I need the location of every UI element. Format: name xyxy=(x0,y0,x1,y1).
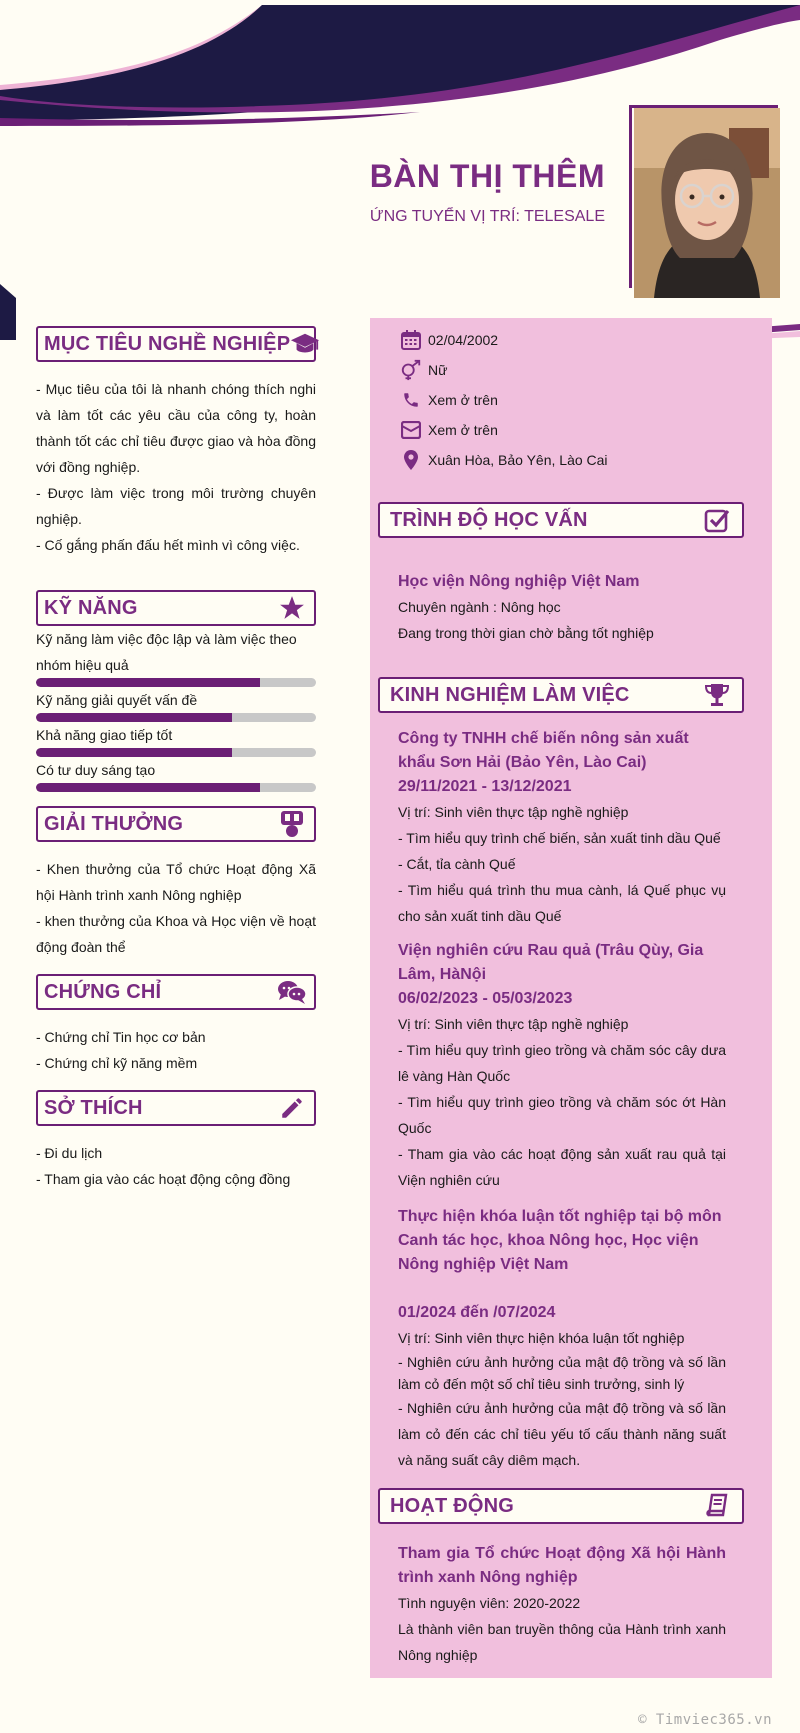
activities-title: HOẠT ĐỘNG xyxy=(390,1494,515,1517)
skill-label: Có tư duy sáng tạo xyxy=(36,762,156,778)
contact-phone xyxy=(400,388,720,412)
award-line: - khen thưởng của Khoa và Học viện về hoạt động đoàn thể xyxy=(36,913,316,955)
job-task: - Tìm hiểu quy trình chế biến, sản xuất tinh dầu Quế xyxy=(398,830,721,846)
awards-title: GIẢI THƯỞNG xyxy=(44,812,184,835)
star-icon xyxy=(277,594,307,622)
job-task: - Tìm hiểu quá trình thu mua cành, lá Quế phục vụ cho sản xuất tinh dầu Quế xyxy=(398,882,726,924)
checkbox-icon xyxy=(702,506,732,534)
experience-title: KINH NGHIỆM LÀM VIỆC xyxy=(390,683,630,706)
phone-value: Xem ở trên xyxy=(428,392,498,408)
job-task: - Nghiên cứu ảnh hưởng của mật độ trồng và số lần làm cỏ đến một số chỉ tiêu sinh trưởng, sinh lý xyxy=(398,1354,726,1392)
skills-title: KỸ NĂNG xyxy=(44,596,138,619)
objective-content xyxy=(36,376,316,558)
skill-bar xyxy=(36,713,316,722)
hobby-line: - Đi du lịch xyxy=(36,1145,103,1161)
certificates-header xyxy=(36,974,316,1010)
map-marker-icon xyxy=(400,449,422,471)
activity-desc: Là thành viên ban truyền thông của Hành trình xanh Nông nghiệp xyxy=(398,1621,726,1663)
certificates-title: CHỨNG CHỈ xyxy=(44,980,162,1003)
avatar xyxy=(634,108,780,298)
contact-gender xyxy=(400,358,720,382)
activities-content xyxy=(398,1542,726,1668)
pencil-icon xyxy=(277,1094,307,1122)
calendar-icon xyxy=(400,329,422,351)
chat-bubbles-icon xyxy=(277,978,307,1006)
hobbies-title: SỞ THÍCH xyxy=(44,1096,143,1119)
job-task: - Tìm hiểu quy trình gieo trồng và chăm sóc ớt Hàn Quốc xyxy=(398,1094,726,1136)
applied-position: ỨNG TUYỂN VỊ TRÍ: TELESALE xyxy=(369,208,605,225)
phone-icon xyxy=(400,389,422,411)
contact-email xyxy=(400,418,720,442)
medal-icon xyxy=(277,810,307,838)
skill-bar-fill xyxy=(36,713,232,722)
job-task: - Cắt, tỉa cành Quế xyxy=(398,856,516,872)
objective-line: - Được làm việc trong môi trường chuyên nghiệp. xyxy=(36,485,316,527)
job-task: - Tìm hiểu quy trình gieo trồng và chăm sóc cây dưa lê vàng Hàn Quốc xyxy=(398,1042,726,1084)
skill-bar-fill xyxy=(36,678,260,687)
job-role: Vị trí: Sinh viên thực tập nghề nghiệp xyxy=(398,804,629,820)
hobby-line: - Tham gia vào các hoạt động cộng đồng xyxy=(36,1171,291,1187)
job-org: Thực hiện khóa luận tốt nghiệp tại bộ môn Canh tác học, khoa Nông học, Học viện Nông nghiệp Việt Nam xyxy=(398,1208,722,1273)
education-status: Đang trong thời gian chờ bằng tốt nghiệp xyxy=(398,625,654,641)
trophy-icon xyxy=(702,681,732,709)
job-role: Vị trí: Sinh viên thực hiện khóa luận tốt nghiệp xyxy=(398,1330,685,1346)
skills-list xyxy=(36,626,316,792)
skill-bar xyxy=(36,678,316,687)
objective-line: - Cố gắng phấn đấu hết mình vì công việc. xyxy=(36,537,300,553)
certificates-content xyxy=(36,1024,316,1076)
awards-content xyxy=(36,856,316,960)
left-column xyxy=(36,326,316,1192)
experience-content xyxy=(398,727,726,1473)
job-org: Viện nghiên cứu Rau quả (Trâu Qùy, Gia Lâm, HàNội xyxy=(398,942,704,983)
job-period: 29/11/2021 - 13/12/2021 xyxy=(398,778,572,795)
job-entry xyxy=(398,939,726,1193)
address-value: Xuân Hòa, Bảo Yên, Lào Cai xyxy=(428,452,608,468)
contact-address xyxy=(400,448,720,472)
envelope-icon xyxy=(400,419,422,441)
job-period: 06/02/2023 - 05/03/2023 xyxy=(398,990,573,1007)
birthday-value: 02/04/2002 xyxy=(428,332,499,348)
skill-bar xyxy=(36,783,316,792)
experience-header xyxy=(378,677,744,713)
skill-bar-fill xyxy=(36,748,232,757)
activity-org: Tham gia Tổ chức Hoạt động Xã hội Hành trình xanh Nông nghiệp xyxy=(398,1545,726,1586)
objective-title: MỤC TIÊU NGHỀ NGHIỆP xyxy=(44,332,291,355)
email-value: Xem ở trên xyxy=(428,422,498,438)
skill-label: Khả năng giao tiếp tốt xyxy=(36,727,173,743)
hobbies-content xyxy=(36,1140,316,1192)
education-school: Học viện Nông nghiệp Việt Nam xyxy=(398,573,640,590)
activity-role: Tình nguyện viên: 2020-2022 xyxy=(398,1595,581,1611)
skill-bar-fill xyxy=(36,783,260,792)
award-line: - Khen thưởng của Tổ chức Hoạt động Xã hội Hành trình xanh Nông nghiệp xyxy=(36,861,316,903)
education-title: TRÌNH ĐỘ HỌC VẤN xyxy=(390,508,588,531)
left-accent-shape xyxy=(0,284,16,340)
job-task: - Tham gia vào các hoạt động sản xuất rau quả tại Viện nghiên cứu xyxy=(398,1146,726,1188)
hobbies-header xyxy=(36,1090,316,1126)
contact-birthday xyxy=(400,328,720,352)
awards-header xyxy=(36,806,316,842)
objective-line: - Mục tiêu của tôi là nhanh chóng thích nghi và làm tốt các yêu cầu của công ty, hoàn thành tốt các chỉ tiêu được giao và hòa đồng với đồng nghiệp. xyxy=(36,381,316,475)
education-header xyxy=(378,502,744,538)
job-entry xyxy=(398,727,726,929)
candidate-name: BÀN THỊ THÊM xyxy=(369,158,605,194)
certificate-line: - Chứng chỉ Tin học cơ bản xyxy=(36,1029,206,1045)
certificate-line: - Chứng chỉ kỹ năng mềm xyxy=(36,1055,198,1071)
book-icon xyxy=(702,1492,732,1520)
gender-icon xyxy=(400,359,422,381)
job-role: Vị trí: Sinh viên thực tập nghề nghiệp xyxy=(398,1016,629,1032)
skill-bar xyxy=(36,748,316,757)
education-content xyxy=(398,570,726,646)
skill-label: Kỹ năng giải quyết vấn đề xyxy=(36,692,198,708)
watermark: © Timviec365.vn xyxy=(638,1712,772,1728)
graduation-cap-icon xyxy=(290,330,320,358)
job-entry xyxy=(398,1205,726,1473)
skills-header xyxy=(36,590,316,626)
gender-value: Nữ xyxy=(428,362,448,378)
job-task: - Nghiên cứu ảnh hưởng của mật độ trồng và số lần làm cỏ đến các chỉ tiêu yếu tố cấu thành năng suất và năng suất cây diêm mạch. xyxy=(398,1400,726,1468)
education-major: Chuyên ngành : Nông học xyxy=(398,599,561,615)
skill-label: Kỹ năng làm việc độc lập và làm việc theo nhóm hiệu quả xyxy=(36,631,297,673)
activities-header xyxy=(378,1488,744,1524)
job-org: Công ty TNHH chế biến nông sản xuất khẩu Sơn Hải (Bảo Yên, Lào Cai) xyxy=(398,730,689,771)
job-period: 01/2024 đến /07/2024 xyxy=(398,1304,556,1321)
objective-header xyxy=(36,326,316,362)
